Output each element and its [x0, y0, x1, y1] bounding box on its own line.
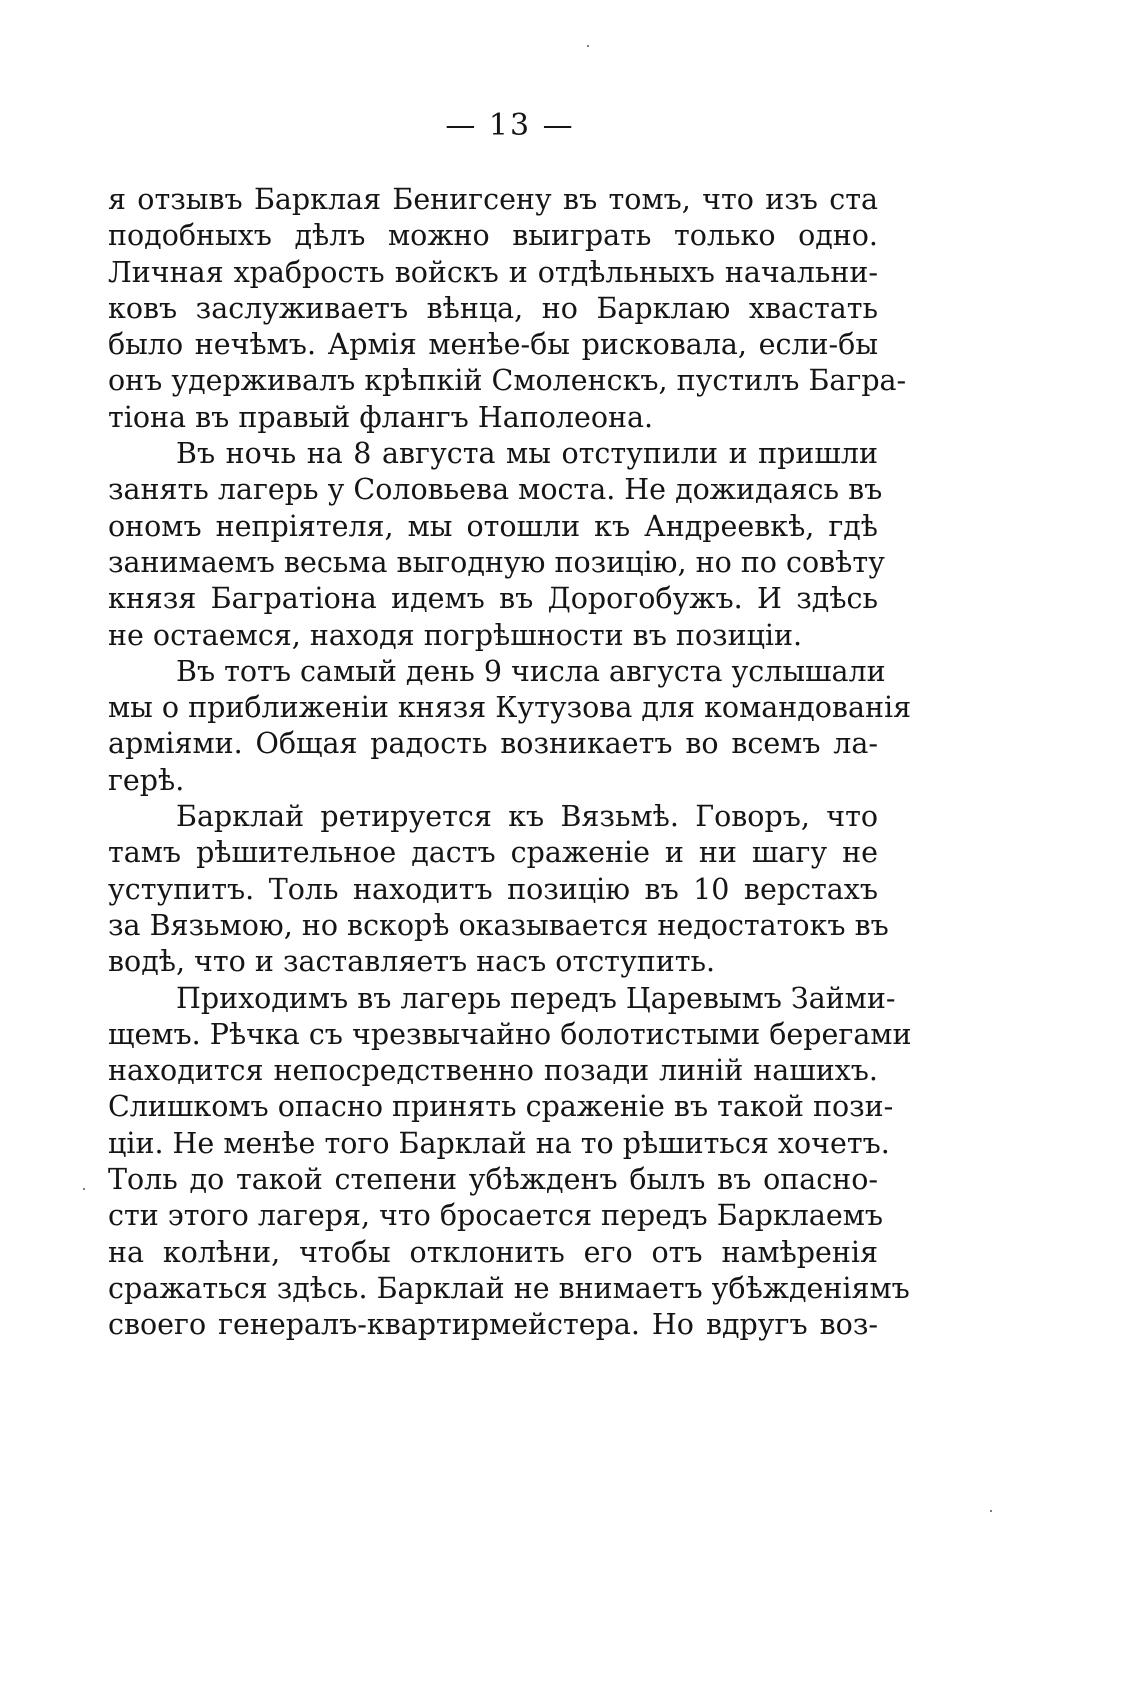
paragraph-5	[108, 981, 912, 1344]
scan-speck	[83, 1188, 85, 1190]
text-line: Въ тотъ самый день 9 числа августа услышали	[176, 654, 886, 688]
page-number: — 13 —	[445, 108, 575, 143]
text-line: тіона въ правый флангъ Наполеона.	[108, 400, 654, 434]
text-line: щемъ. Рѣчка съ чрезвычайно болотистыми берегами	[108, 1017, 912, 1051]
text-line: Въ ночь на 8 августа мы отступили и пришли	[176, 437, 878, 471]
text-line: занять лагерь у Соловьева моста. Не дожидаясь въ	[108, 473, 883, 507]
scan-speck	[990, 1510, 992, 1512]
paragraph-1	[108, 182, 907, 436]
text-line: онъ удерживалъ крѣпкій Смоленскъ, пустилъ Багра-	[108, 364, 907, 398]
text-line: ковъ заслуживаетъ вѣнца, но Барклаю хвастать	[108, 291, 878, 325]
paragraph-3	[108, 654, 912, 799]
text-line: Слишкомъ опасно принять сраженіе въ такой пози-	[108, 1090, 894, 1124]
text-line: уступитъ. Толь находитъ позицію въ 10 верстахъ	[108, 872, 878, 906]
text-line: занимаемъ весьма выгодную позицію, но по совѣту	[108, 545, 885, 579]
text-line: арміями. Общая радость возникаетъ во всемъ ла-	[108, 727, 878, 761]
text-line: Барклай ретируется къ Вязьмѣ. Говоръ, что	[176, 800, 878, 834]
text-line: Личная храбрость войскъ и отдѣльныхъ начальни-	[108, 255, 878, 289]
text-line: за Вязьмою, но вскорѣ оказывается недостатокъ въ	[108, 908, 889, 942]
scan-speck	[587, 45, 589, 47]
text-line: сражаться здѣсь. Барклай не внимаетъ убѣжденіямъ	[108, 1271, 910, 1305]
text-line: на колѣни, чтобы отклонить его отъ намѣренія	[108, 1235, 878, 1269]
text-line: тамъ рѣшительное дастъ сраженіе и ни шагу не	[108, 836, 878, 870]
text-line: Толь до такой степени убѣжденъ былъ въ опасно-	[108, 1163, 878, 1197]
paragraph-2	[108, 436, 885, 654]
text-line: Приходимъ въ лагерь передъ Царевымъ Займи-	[176, 981, 896, 1015]
text-line: ціи. Не менѣе того Барклай на то рѣшиться хочетъ.	[108, 1126, 890, 1160]
text-line: герѣ.	[108, 763, 185, 797]
text-line: было нечѣмъ. Армія менѣе-бы рисковала, если-бы	[108, 328, 878, 362]
body-text	[108, 182, 912, 1344]
text-line: сти этого лагеря, что бросается передъ Барклаемъ	[108, 1199, 883, 1233]
text-line: мы о приближеніи князя Кутузова для командованія	[108, 691, 912, 725]
paragraph-4	[108, 799, 889, 980]
text-line: ономъ непріятеля, мы отошли къ Андреевкѣ, гдѣ	[108, 509, 878, 543]
text-line: водѣ, что и заставляетъ насъ отступить.	[108, 945, 716, 979]
text-line: подобныхъ дѣлъ можно выиграть только одно.	[108, 219, 878, 253]
text-line: своего генералъ-квартирмейстера. Но вдругъ воз-	[108, 1308, 878, 1342]
text-line: не остаемся, находя погрѣшности въ позиціи.	[108, 618, 803, 652]
text-line: я отзывъ Барклая Бенигсену въ томъ, что изъ ста	[108, 183, 878, 216]
text-line: князя Багратіона идемъ въ Дорогобужъ. И здѣсь	[108, 582, 878, 616]
text-line: находится непосредственно позади линій нашихъ.	[108, 1054, 878, 1088]
